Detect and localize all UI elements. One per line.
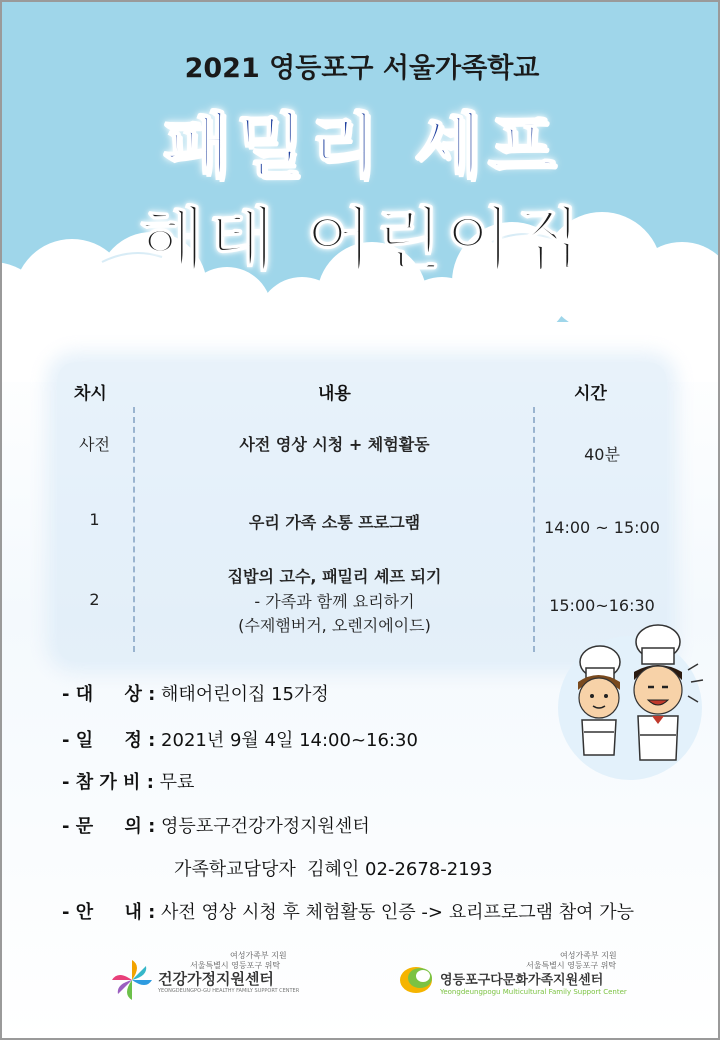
- target-label: - 대 상 :: [62, 684, 156, 705]
- time-cell: 15:00~16:30: [549, 596, 655, 615]
- contact-person: 가족학교담당자 김혜인 02-2678-2193: [174, 859, 493, 880]
- session-cell: 2: [89, 590, 100, 609]
- left-delegation: 서울특별시 영등포구 위탁: [190, 961, 281, 970]
- session-cell: 1: [89, 510, 100, 529]
- contact-value: 영등포구건강가정지원센터: [161, 816, 370, 837]
- date-label: - 일 정 :: [62, 730, 156, 751]
- pinwheel-logo-icon: [110, 958, 154, 1002]
- target-value: 해태어린이집 15가정: [161, 684, 329, 705]
- time-cell: 14:00 ~ 15:00: [544, 518, 660, 537]
- right-center-english: Yeongdeungpogu Multicultural Family Support Center: [440, 988, 627, 996]
- right-delegation: 서울특별시 영등포구 위탁: [526, 961, 617, 970]
- header-session: 차시: [74, 384, 107, 404]
- content-cell: 사전 영상 시청 + 체험활동: [239, 435, 430, 454]
- notice-label: - 안 내 :: [62, 902, 156, 923]
- target-row: [62, 680, 329, 706]
- content-cell-title: 집밥의 고수, 패밀리 셰프 되기: [227, 567, 442, 586]
- left-ministry: 여성가족부 지원: [230, 951, 287, 960]
- healthy-family-center-logo: [110, 948, 310, 1008]
- contact-label: - 문 의 :: [62, 816, 156, 837]
- multicultural-logo-icon: [398, 962, 438, 996]
- header-time: 시간: [574, 384, 607, 404]
- header-content: 내용: [318, 384, 351, 404]
- content-cell-line: (수제햄버거, 오렌지에이드): [238, 616, 431, 635]
- right-center-name: 영등포구다문화가족지원센터: [440, 973, 604, 988]
- title-daycare: 해태 어린이집: [139, 201, 585, 280]
- notice-value: 사전 영상 시청 후 체험활동 인증 -> 요리프로그램 참여 가능: [161, 902, 635, 923]
- fee-value: 무료: [159, 772, 195, 793]
- content-cell: 우리 가족 소통 프로그램: [248, 513, 421, 532]
- title-family-chef: 패밀리 셰프: [162, 105, 562, 187]
- multicultural-center-logo: [398, 948, 698, 1008]
- program-subtitle: 2021 영등포구 서울가족학교: [184, 53, 540, 84]
- time-cell: 40분: [584, 445, 620, 464]
- date-row: [62, 726, 418, 752]
- column-divider: [133, 407, 135, 652]
- content-cell-line: - 가족과 함께 요리하기: [254, 592, 415, 611]
- left-center-english: YEONGDEUNGPO-GU HEALTHY FAMILY SUPPORT CENTER: [158, 988, 300, 994]
- left-center-name: 건강가정지원센터: [158, 970, 274, 988]
- right-ministry: 여성가족부 지원: [560, 951, 617, 960]
- notice-row: [62, 898, 634, 924]
- contact-row: [62, 812, 370, 838]
- chef-kids-illustration: [548, 620, 718, 780]
- fee-row: [62, 768, 194, 794]
- date-value: 2021년 9월 4일 14:00~16:30: [161, 730, 418, 751]
- session-cell: 사전: [79, 435, 110, 454]
- column-divider: [533, 407, 535, 652]
- fee-label: - 참 가 비 :: [62, 772, 154, 793]
- contact-person-row: [174, 855, 493, 881]
